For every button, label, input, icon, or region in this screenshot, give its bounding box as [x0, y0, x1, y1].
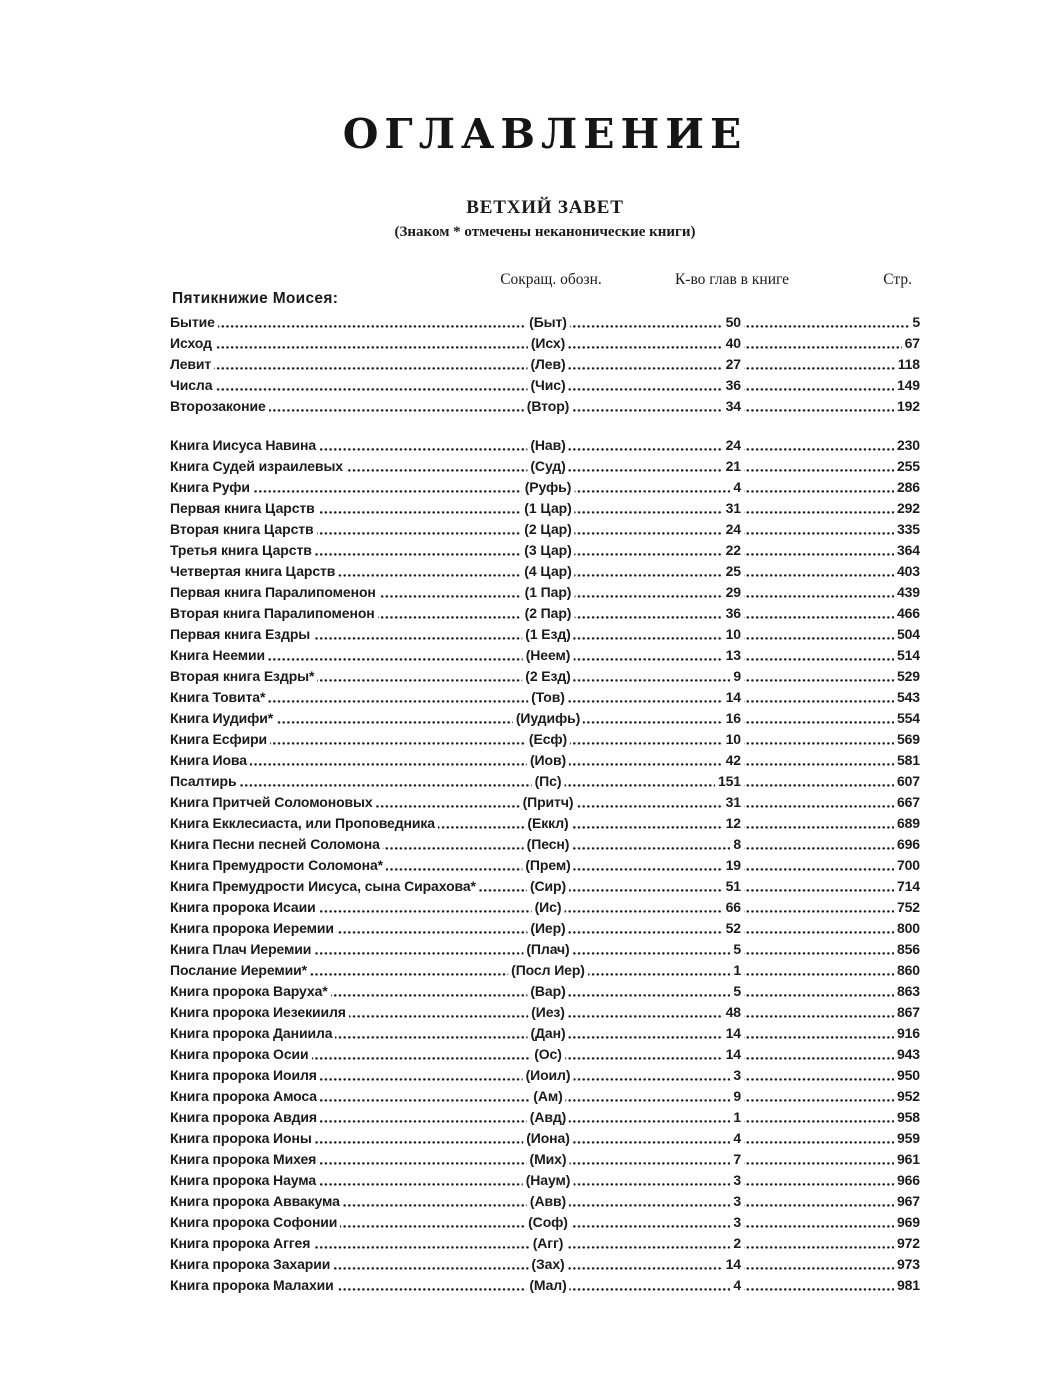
book-abbreviation: (Ам): [530, 1086, 565, 1107]
chapter-count: 52: [723, 918, 744, 939]
book-title: Первая книга Паралипоменон: [167, 582, 379, 603]
book-title: Книга пророка Осии: [167, 1044, 312, 1065]
chapter-count: 22: [723, 540, 744, 561]
book-title: Книга пророка Захарии: [167, 1254, 333, 1275]
toc-row: [170, 960, 920, 981]
page-number: 689: [894, 813, 923, 834]
book-title: Исход: [167, 333, 215, 354]
toc-row: [170, 1275, 920, 1296]
book-abbreviation: (Руфь): [522, 477, 575, 498]
toc-row: [170, 1086, 920, 1107]
book-abbreviation: (Ос): [531, 1044, 565, 1065]
book-abbreviation: (Тов): [528, 687, 568, 708]
chapter-count: 4: [730, 1275, 744, 1296]
column-header-page: Стр.: [883, 271, 912, 288]
book-abbreviation: (Неем): [523, 645, 574, 666]
book-abbreviation: (2 Езд): [522, 666, 573, 687]
book-title: Книга Екклесиаста, или Проповедника: [167, 813, 438, 834]
page-number: 466: [894, 603, 923, 624]
toc-row: [170, 792, 920, 813]
book-abbreviation: (Агг): [530, 1233, 567, 1254]
toc-row: [170, 582, 920, 603]
toc-row: [170, 666, 920, 687]
toc-row: [170, 354, 920, 375]
toc-row: [170, 645, 920, 666]
chapter-count: 34: [723, 396, 744, 417]
page-number: 667: [894, 792, 923, 813]
toc-row: [170, 750, 920, 771]
chapter-count: 36: [723, 375, 744, 396]
toc-row: [170, 687, 920, 708]
page-number: 364: [894, 540, 923, 561]
book-title: Послание Иеремии*: [167, 960, 310, 981]
chapter-count: 14: [723, 1044, 744, 1065]
book-abbreviation: (1 Цар): [521, 498, 574, 519]
book-title: Книга Премудрости Иисуса, сына Сирахова*: [167, 876, 479, 897]
book-title: Книга Товита*: [167, 687, 268, 708]
book-abbreviation: (Наум): [523, 1170, 574, 1191]
toc-row: [170, 834, 920, 855]
toc-row: [170, 1149, 920, 1170]
page-number: 292: [894, 498, 923, 519]
chapter-count: 25: [723, 561, 744, 582]
book-abbreviation: (Авв): [527, 1191, 569, 1212]
page-number: 916: [894, 1023, 923, 1044]
chapter-count: 5: [730, 981, 744, 1002]
book-abbreviation: (Лев): [527, 354, 568, 375]
toc-row: [170, 603, 920, 624]
toc-row: [170, 1065, 920, 1086]
chapter-count: 12: [723, 813, 744, 834]
page-number: 958: [894, 1107, 923, 1128]
page-number: 961: [894, 1149, 923, 1170]
toc-row: [170, 375, 920, 396]
book-abbreviation: (Втор): [524, 396, 572, 417]
toc-row: [170, 876, 920, 897]
page-number: 581: [894, 750, 923, 771]
chapter-count: 66: [723, 897, 744, 918]
toc-row: [170, 477, 920, 498]
page-number: 752: [894, 897, 923, 918]
page-number: 192: [894, 396, 923, 417]
book-abbreviation: (Вар): [527, 981, 568, 1002]
chapter-count: 14: [723, 687, 744, 708]
toc-row: [170, 1107, 920, 1128]
book-title: Третья книга Царств: [167, 540, 315, 561]
toc-row: [170, 855, 920, 876]
chapter-count: 14: [723, 1254, 744, 1275]
book-abbreviation: (1 Пар): [522, 582, 575, 603]
chapter-count: 40: [723, 333, 744, 354]
book-title: Книга пророка Иеремии: [167, 918, 337, 939]
toc-row: [170, 771, 920, 792]
chapter-count: 4: [730, 477, 744, 498]
page-number: 800: [894, 918, 923, 939]
chapter-count: 3: [730, 1170, 744, 1191]
book-abbreviation: (Есф): [526, 729, 570, 750]
page-number: 149: [894, 375, 923, 396]
toc-row: [170, 1170, 920, 1191]
page-number: 972: [894, 1233, 923, 1254]
toc-row: [170, 1233, 920, 1254]
book-abbreviation: (Исх): [528, 333, 568, 354]
book-abbreviation: (Суд): [527, 456, 568, 477]
column-header-abbreviation: Сокращ. обозн.: [500, 271, 602, 288]
book-title: Книга пророка Ионы: [167, 1128, 315, 1149]
book-title: Книга Неемии: [167, 645, 268, 666]
chapter-count: 5: [730, 939, 744, 960]
chapter-count: 24: [723, 435, 744, 456]
page-number: 863: [894, 981, 923, 1002]
book-title: Книга Иудифи*: [167, 708, 276, 729]
book-abbreviation: (Посл Иер): [508, 960, 588, 981]
page-number: 856: [894, 939, 923, 960]
book-abbreviation: (Ис): [532, 897, 565, 918]
page-number: 959: [894, 1128, 923, 1149]
book-abbreviation: (Иов): [527, 750, 569, 771]
page-number: 543: [894, 687, 923, 708]
toc-row: [170, 813, 920, 834]
toc-row: [170, 1212, 920, 1233]
page-number: 514: [894, 645, 923, 666]
toc-row: [170, 540, 920, 561]
book-abbreviation: (Песн): [524, 834, 573, 855]
book-title: Псалтирь: [167, 771, 240, 792]
page-number: 981: [894, 1275, 923, 1296]
toc-row: [170, 312, 920, 333]
book-abbreviation: (Мих): [527, 1149, 570, 1170]
chapter-count: 42: [723, 750, 744, 771]
book-title: Вторая книга Царств: [167, 519, 317, 540]
toc-row: [170, 1128, 920, 1149]
chapter-count: 51: [723, 876, 744, 897]
toc-row: [170, 624, 920, 645]
book-title: Книга пророка Наума: [167, 1170, 319, 1191]
toc-row: [170, 519, 920, 540]
book-abbreviation: (Пс): [532, 771, 565, 792]
book-abbreviation: (2 Цар): [521, 519, 574, 540]
book-abbreviation: (Иер): [527, 918, 568, 939]
page-number: 529: [894, 666, 923, 687]
page-number: 554: [894, 708, 923, 729]
book-title: Книга пророка Исаии: [167, 897, 319, 918]
column-headers: [170, 269, 920, 290]
book-abbreviation: (2 Пар): [522, 603, 575, 624]
toc-row: [170, 561, 920, 582]
book-abbreviation: (1 Езд): [522, 624, 573, 645]
toc-row: [170, 396, 920, 417]
chapter-count: 29: [723, 582, 744, 603]
toc-row: [170, 729, 920, 750]
chapter-count: 21: [723, 456, 744, 477]
page-number: 439: [894, 582, 923, 603]
book-title: Книга Притчей Соломоновых: [167, 792, 376, 813]
book-title: Второзаконие: [167, 396, 269, 417]
book-abbreviation: (Притч): [520, 792, 577, 813]
book-title: Книга пророка Даниила: [167, 1023, 335, 1044]
chapter-count: 19: [723, 855, 744, 876]
page-title: ОГЛАВЛЕНИЕ: [342, 110, 748, 158]
book-title: Четвертая книга Царств: [167, 561, 338, 582]
chapter-count: 48: [723, 1002, 744, 1023]
book-title: Книга пророка Варуха*: [167, 981, 331, 1002]
chapter-count: 36: [723, 603, 744, 624]
book-abbreviation: (Зах): [528, 1254, 567, 1275]
chapter-count: 10: [723, 624, 744, 645]
book-title: Книга Иисуса Навина: [167, 435, 319, 456]
book-title: Книга пророка Михея: [167, 1149, 319, 1170]
chapter-count: 3: [730, 1065, 744, 1086]
book-abbreviation: (Чис): [527, 375, 568, 396]
page-number: 569: [894, 729, 923, 750]
book-title: Книга пророка Иоиля: [167, 1065, 320, 1086]
page-number: 867: [894, 1002, 923, 1023]
book-abbreviation: (Иез): [528, 1002, 568, 1023]
page-number: 335: [894, 519, 923, 540]
noncanonical-note: (Знаком * отмечены неканонические книги): [394, 224, 696, 240]
book-abbreviation: (Нав): [527, 435, 568, 456]
page-number: 67: [902, 333, 923, 354]
book-title: Первая книга Царств: [167, 498, 318, 519]
book-abbreviation: (4 Цар): [521, 561, 574, 582]
toc-row: [170, 939, 920, 960]
book-title: Книга Песни песней Соломона: [167, 834, 383, 855]
chapter-count: 31: [723, 498, 744, 519]
testament-heading: ВЕТХИЙ ЗАВЕТ: [466, 197, 624, 218]
chapter-count: 10: [723, 729, 744, 750]
toc-row: [170, 1023, 920, 1044]
chapter-count: 1: [730, 960, 744, 981]
chapter-count: 9: [730, 1086, 744, 1107]
page-number: 504: [894, 624, 923, 645]
page-number: 700: [894, 855, 923, 876]
column-header-chapters: К-во глав в книге: [674, 271, 790, 288]
book-title: Книга Иова: [167, 750, 250, 771]
page-number: 696: [894, 834, 923, 855]
book-title: Книга пророка Авдия: [167, 1107, 320, 1128]
page-number: 5: [909, 312, 923, 333]
book-abbreviation: (Быт): [526, 312, 570, 333]
book-title: Книга пророка Амоса: [167, 1086, 320, 1107]
book-title: Книга Есфири: [167, 729, 270, 750]
page-number: 403: [894, 561, 923, 582]
book-abbreviation: (Иоил): [523, 1065, 574, 1086]
page-number: 950: [894, 1065, 923, 1086]
chapter-count: 1: [730, 1107, 744, 1128]
book-title: Числа: [167, 375, 215, 396]
book-abbreviation: (Иудифь): [513, 708, 583, 729]
page-number: 860: [894, 960, 923, 981]
group-heading-pentateuch: Пятикнижие Моисея:: [172, 290, 339, 307]
chapter-count: 13: [723, 645, 744, 666]
book-abbreviation: (3 Цар): [521, 540, 574, 561]
page-content: [170, 0, 920, 1400]
toc-row: [170, 1191, 920, 1212]
toc-row: [170, 708, 920, 729]
book-abbreviation: (Дан): [527, 1023, 568, 1044]
book-title: Вторая книга Паралипоменон: [167, 603, 378, 624]
page-number: 118: [895, 354, 923, 375]
chapter-count: 3: [730, 1212, 744, 1233]
chapter-count: 7: [730, 1149, 744, 1170]
book-title: Книга Судей израилевых: [167, 456, 346, 477]
chapter-count: 50: [723, 312, 744, 333]
chapter-count: 151: [715, 771, 744, 792]
toc-row: [170, 1002, 920, 1023]
book-abbreviation: (Соф): [525, 1212, 571, 1233]
chapter-count: 8: [730, 834, 744, 855]
chapter-count: 14: [723, 1023, 744, 1044]
book-abbreviation: (Прем): [522, 855, 573, 876]
page-number: 714: [894, 876, 923, 897]
toc-row: [170, 333, 920, 354]
toc-row: [170, 1044, 920, 1065]
book-title: Книга пророка Малахии: [167, 1275, 337, 1296]
page-number: 952: [894, 1086, 923, 1107]
toc-row: [170, 1254, 920, 1275]
page-number: 286: [894, 477, 923, 498]
book-title: Бытие: [167, 312, 218, 333]
book-abbreviation: (Еккл): [524, 813, 571, 834]
toc-group-books: [170, 435, 920, 1296]
chapter-count: 9: [730, 666, 744, 687]
page-number: 966: [894, 1170, 923, 1191]
page-number: 943: [894, 1044, 923, 1065]
book-title: Первая книга Ездры: [167, 624, 313, 645]
book-abbreviation: (Авд): [527, 1107, 569, 1128]
book-title: Книга пророка Аввакума: [167, 1191, 343, 1212]
page-number: 255: [894, 456, 923, 477]
page-number: 607: [894, 771, 923, 792]
chapter-count: 3: [730, 1191, 744, 1212]
page-number: 969: [894, 1212, 923, 1233]
chapter-count: 24: [723, 519, 744, 540]
toc-group-pentateuch: [170, 312, 920, 417]
toc-row: [170, 918, 920, 939]
toc-row: [170, 498, 920, 519]
book-title: Книга пророка Аггея: [167, 1233, 313, 1254]
book-abbreviation: (Мал): [526, 1275, 569, 1296]
book-title: Книга Руфи: [167, 477, 253, 498]
toc-row: [170, 456, 920, 477]
page-number: 230: [894, 435, 923, 456]
toc-row: [170, 435, 920, 456]
page-number: 967: [894, 1191, 923, 1212]
book-abbreviation: (Сир): [527, 876, 569, 897]
toc-row: [170, 897, 920, 918]
book-title: Книга пророка Софонии: [167, 1212, 340, 1233]
book-abbreviation: (Плач): [523, 939, 572, 960]
book-title: Книга Премудрости Соломона*: [167, 855, 386, 876]
chapter-count: 2: [730, 1233, 744, 1254]
book-title: Вторая книга Ездры*: [167, 666, 317, 687]
book-abbreviation: (Иона): [523, 1128, 573, 1149]
book-title: Книга пророка Иезекииля: [167, 1002, 349, 1023]
chapter-count: 4: [730, 1128, 744, 1149]
toc-row: [170, 981, 920, 1002]
page-number: 973: [894, 1254, 923, 1275]
chapter-count: 27: [723, 354, 744, 375]
book-title: Книга Плач Иеремии: [167, 939, 314, 960]
chapter-count: 16: [723, 708, 744, 729]
book-title: Левит: [167, 354, 214, 375]
chapter-count: 31: [723, 792, 744, 813]
